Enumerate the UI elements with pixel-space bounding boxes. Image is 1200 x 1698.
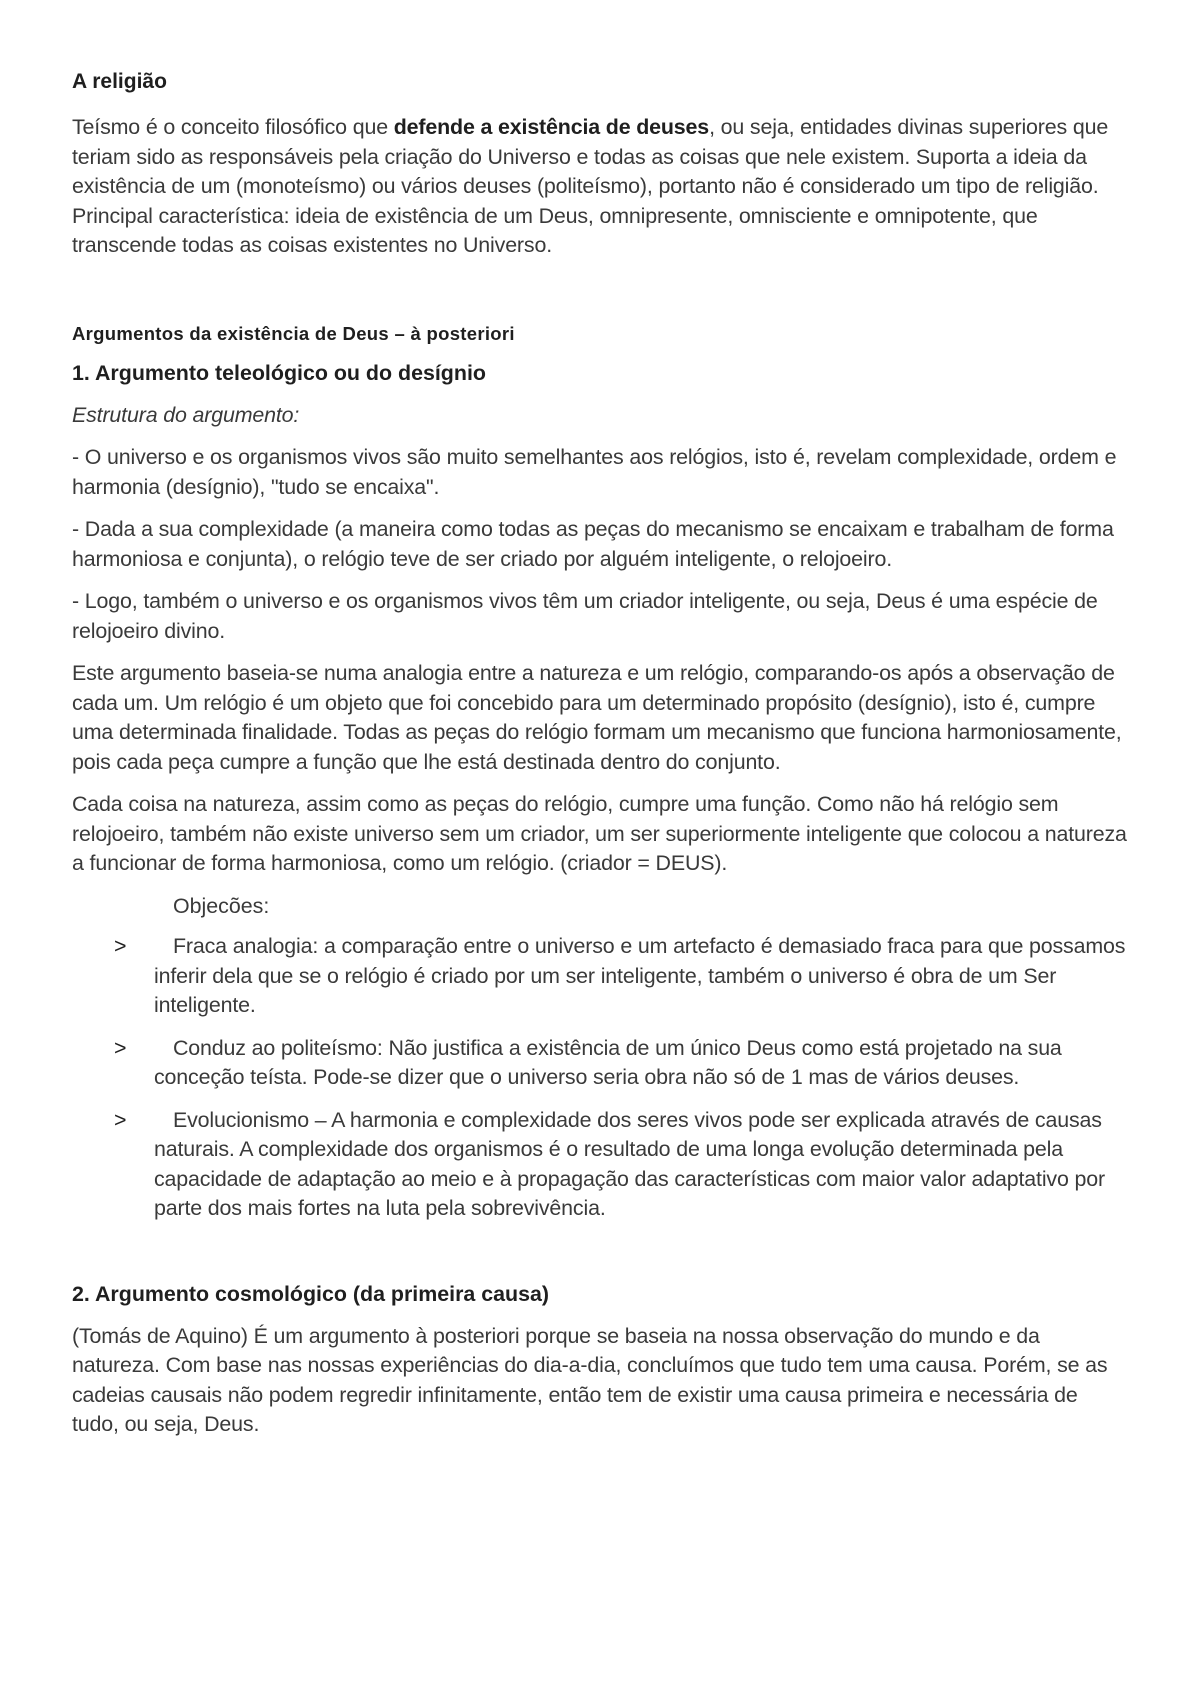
objection-2-text: Conduz ao politeísmo: Não justifica a existência de um único Deus como está projetado na sua conceção teísta. Pode-se dizer que o universo seria obra não só de 1 mas de vários deuses. (154, 1035, 1062, 1089)
bullet-arrow-icon: > (114, 1107, 127, 1132)
structure-label: Estrutura do argumento: (72, 402, 300, 427)
bullet-arrow-icon: > (114, 934, 127, 958)
explanation-paragraph-1: Este argumento baseia-se numa analogia entre a natureza e um relógio, comparando-os após a observação de cada um. Um relógio é um objeto que foi concebido para um determinado propósito (desígnio), isto é, cumpre uma determinada finalidade. Todas as peças do relógio formam um mecanismo que funciona harmoniosamente, pois cada peça cumpre a função que lhe está destinada dentro do conjunto. (72, 661, 1122, 774)
objection-item (72, 932, 1128, 1021)
bullet-arrow-icon: > (114, 1035, 127, 1060)
argument2-paragraph: (Tomás de Aquino) É um argumento à posteriori porque se baseia na nossa observação do mundo e da natureza. Com base nas nossas experiências do dia-a-dia, concluímos que tudo tem uma causa. Porém, se as cadeias causais não podem regredir infinitamente, então tem de existir uma causa primeira e necessária de tudo, ou seja, Deus. (72, 1323, 1108, 1436)
objection-text (154, 1108, 1105, 1221)
intro-text-end: , ou seja, entidades divinas superiores que teriam sido as responsáveis pela criação do Universo e todas as coisas que nele existem. Suporta a ideia da existência de um (monoteísmo) ou vários deuses (politeísmo), portanto não é considerado um tipo de religião. Principal característica: ideia de existência de um Deus, omnipresente, omnisciente e omnipotente, que transcende todas as coisas existentes no Universo. (72, 115, 1109, 257)
intro-bold-phrase: defende a existência de deuses (393, 115, 710, 139)
premise-2: - Dada a sua complexidade (a maneira como todas as peças do mecanismo se encaixam e trabalham de forma harmoniosa e conjunta), o relógio teve de ser criado por alguém inteligente, o relojoeiro. (72, 517, 1114, 571)
objections-list (72, 932, 1128, 1224)
objection-text (154, 934, 1125, 1017)
objection-item (72, 1034, 1128, 1093)
argument1-heading: 1. Argumento teleológico ou do desígnio (72, 360, 486, 385)
arguments-heading: Argumentos da existência de Deus – à posteriori (72, 322, 515, 344)
intro-paragraph (72, 113, 1128, 261)
objections-label: Objecões: (173, 893, 270, 918)
intro-text-start: Teísmo é o conceito filosófico que (72, 115, 394, 139)
explanation-paragraph-2: Cada coisa na natureza, assim como as peças do relógio, cumpre uma função. Como não há relógio sem relojoeiro, também não existe universo sem um criador, um ser superiormente inteligente que colocou a natureza a funcionar de forma harmoniosa, como um relógio. (criador = DEUS). (72, 792, 1127, 875)
argument2-heading: 2. Argumento cosmológico (da primeira causa) (72, 1281, 550, 1306)
section-title: A religião (72, 70, 167, 93)
objection-3-text: Evolucionismo – A harmonia e complexidade dos seres vivos pode ser explicada através de causas naturais. A complexidade dos organismos é o resultado de uma longa evolução determinada pela capacidade de adaptação ao meio e à propagação das características com maior valor adaptativo por parte dos mais fortes na luta pela sobrevivência. (154, 1107, 1105, 1220)
objection-text (154, 1036, 1062, 1090)
objection-item (72, 1106, 1128, 1224)
premise-1: - O universo e os organismos vivos são muito semelhantes aos relógios, isto é, revelam complexidade, ordem e harmonia (desígnio), "tudo se encaixa". (72, 445, 1117, 499)
premise-3: - Logo, também o universo e os organismos vivos têm um criador inteligente, ou seja, Deus é uma espécie de relojoeiro divino. (72, 589, 1098, 643)
objection-1-text: Fraca analogia: a comparação entre o universo e um artefacto é demasiado fraca para que possamos inferir dela que se o relógio é criado por um ser inteligente, também o universo é obra de um Ser inteligente. (154, 934, 1126, 1017)
